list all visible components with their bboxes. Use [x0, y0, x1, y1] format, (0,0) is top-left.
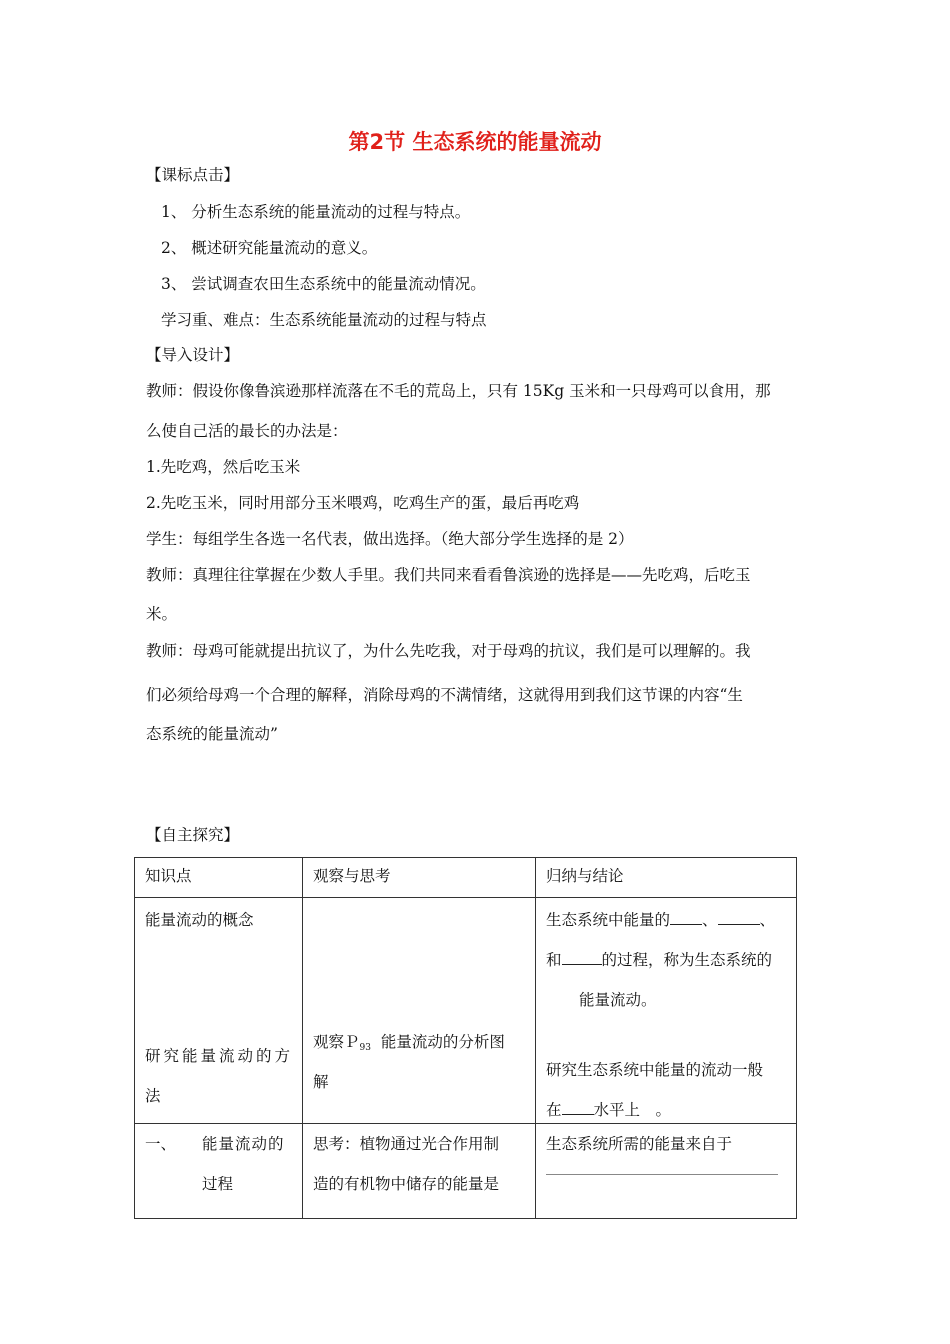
intro-line: 2.先吃玉米，同时用部分玉米喂鸡，吃鸡生产的蛋，最后再吃鸡	[146, 494, 580, 512]
table-cell	[536, 1124, 797, 1219]
table-cell	[135, 1124, 303, 1219]
section-heading-zizhu: 【自主探究】	[146, 826, 240, 844]
cell-text: 和	[546, 951, 562, 969]
objective-item: 1、 分析生态系统的能量流动的过程与特点。	[161, 203, 471, 221]
header-knowledge: 知识点	[145, 867, 192, 885]
blank-line	[718, 909, 760, 925]
cell-text: 、	[759, 911, 776, 929]
cell-text: 能量流动。	[579, 991, 657, 1009]
header-cell	[135, 858, 303, 898]
cell-text: 能量流动的分析图	[380, 1033, 505, 1051]
intro-line: 教师：假设你像鲁滨逊那样流落在不毛的荒岛上，只有 15Kg 玉米和一只母鸡可以食用，那	[146, 382, 771, 400]
intro-line: 么使自己活的最长的办法是：	[146, 422, 348, 440]
cell-text: 研究生态系统中能量的流动一般	[546, 1061, 764, 1079]
intro-line: 教师：真理往往掌握在少数人手里。我们共同来看看鲁滨逊的选择是——先吃鸡，后吃玉	[146, 566, 751, 584]
header-conclusion: 归纳与结论	[546, 867, 624, 885]
cell-text: 生态系统所需的能量来自于	[546, 1135, 733, 1153]
section-heading-daoru: 【导入设计】	[146, 346, 240, 364]
cell-text: 的过程，称为生态系统的	[601, 951, 773, 969]
header-cell	[536, 858, 797, 898]
intro-line: 态系统的能量流动”	[146, 725, 278, 743]
fill-blank-line	[546, 948, 772, 970]
cell-text: 在	[546, 1101, 562, 1119]
objective-item: 3、 尝试调查农田生态系统中的能量流动情况。	[161, 275, 486, 293]
cell-text: 法	[145, 1087, 161, 1105]
cell-text: 观察Ｐ	[313, 1033, 360, 1051]
cell-text: 造的有机物中储存的能量是	[313, 1175, 500, 1193]
intro-line: 米。	[146, 605, 178, 623]
intro-line: 教师：母鸡可能就提出抗议了，为什么先吃我，对于母鸡的抗议，我们是可以理解的。我	[146, 642, 751, 660]
header-observe: 观察与思考	[313, 867, 391, 885]
cell-text: 解	[313, 1073, 329, 1091]
objective-item: 2、 概述研究能量流动的意义。	[161, 239, 378, 257]
cell-text: 、	[702, 911, 718, 929]
inquiry-table	[134, 857, 797, 1219]
blank-line	[562, 1099, 594, 1115]
table-cell	[135, 898, 303, 1124]
cell-text: 生态系统中能量的	[546, 911, 671, 929]
key-points: 学习重、难点：生态系统能量流动的过程与特点	[161, 311, 487, 329]
header-cell	[303, 858, 536, 898]
table-cell	[303, 898, 536, 1124]
table-cell	[536, 898, 797, 1124]
cell-text: 研究能量流动的方	[145, 1047, 294, 1065]
page-title: 第2节 生态系统的能量流动	[348, 130, 602, 154]
blank-line	[670, 909, 702, 925]
page-subscript: 93	[359, 1043, 371, 1053]
fill-blank-line	[546, 1098, 671, 1120]
cell-text: 能量流动的概念	[145, 911, 254, 929]
cell-text	[313, 1030, 505, 1053]
answer-line	[546, 1174, 778, 1175]
cell-text: 过程	[202, 1175, 234, 1193]
intro-line: 们必须给母鸡一个合理的解释，消除母鸡的不满情绪，这就得用到我们这节课的内容“生	[146, 686, 743, 704]
cell-text: 一、	[145, 1135, 177, 1153]
intro-line: 1.先吃鸡，然后吃玉米	[146, 458, 301, 476]
section-heading-kebiao: 【课标点击】	[146, 166, 240, 184]
blank-line	[562, 949, 602, 965]
cell-text: 水平上 。	[593, 1101, 672, 1119]
cell-text: 思考：植物通过光合作用制	[313, 1135, 500, 1153]
cell-text: 能量流动的	[202, 1135, 285, 1153]
table-cell	[303, 1124, 536, 1219]
fill-blank-line	[546, 908, 775, 930]
intro-line: 学生：每组学生各选一名代表，做出选择。（绝大部分学生选择的是 2）	[146, 530, 634, 548]
